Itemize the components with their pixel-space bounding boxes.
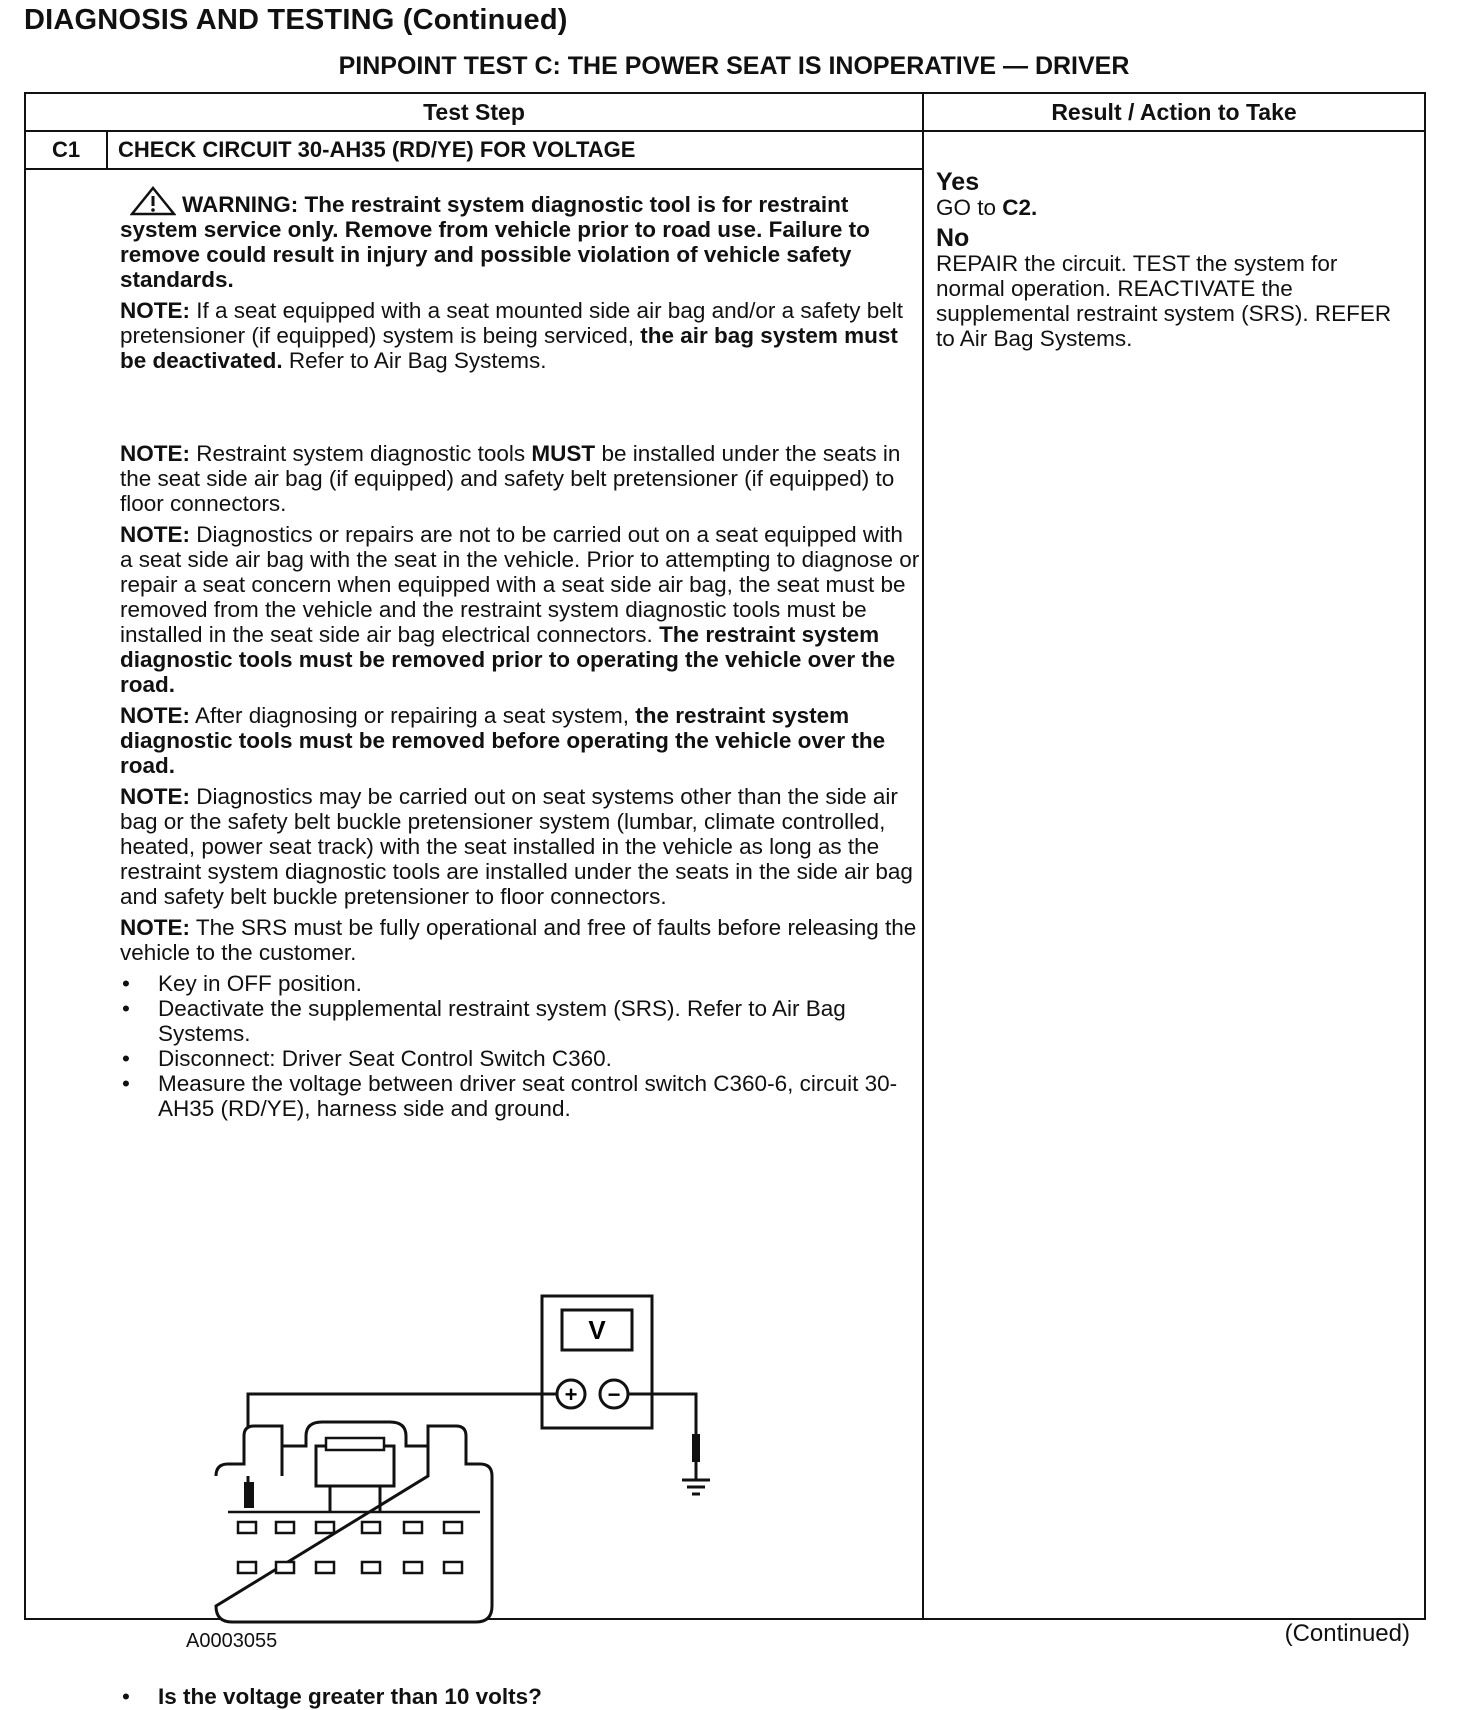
pin-cavity [276,1562,294,1573]
pin-cavity [362,1562,380,1573]
pin-cavity [316,1522,334,1533]
note-label: NOTE: [120,441,190,466]
note-1-text-c: Refer to Air Bag Systems. [288,348,547,373]
pin-cavity [316,1562,334,1573]
ground-probe [692,1434,700,1462]
result-no-label: No [936,224,970,252]
step-question: • Is the voltage greater than 10 volts? [120,1684,938,1710]
pinpoint-test-title: PINPOINT TEST C: THE POWER SEAT IS INOPERATIVE — DRIVER [338,52,1130,80]
warning-triangle-icon [130,186,176,216]
note-4-text-a: After diagnosing or repairing a seat system, [195,703,629,728]
column-divider [922,94,924,1618]
note-2-text-a: Restraint system diagnostic tools [196,441,526,466]
result-yes-label: Yes [936,168,980,196]
figure-id: A0003055 [186,1630,278,1652]
warning-text: WARNING: The restraint system diagnostic tool is for restraint system service only. Remove from vehicle prior to road use. Failure to remove could result in injury and possible violation of vehicle safety standards. [120,192,870,292]
test-step-body [120,186,920,1121]
list-item: • Key in OFF position. [120,971,920,996]
connector-voltmeter-diagram [166,1286,766,1646]
negative-terminal-label: − [607,1382,621,1407]
continued-label: (Continued) [1284,1620,1410,1647]
positive-terminal-label: + [564,1382,578,1407]
note-label: NOTE: [120,703,190,728]
result-yes-text [936,195,1406,220]
list-item: • Deactivate the supplemental restraint system (SRS). Refer to Air Bag Systems. [120,996,920,1046]
table-header-row [26,94,1424,132]
pin-cavity [404,1522,422,1533]
result-yes-link: C2. [1002,195,1038,220]
note-2 [120,441,920,516]
pin-cavity [444,1522,462,1533]
probe-tip [244,1482,254,1508]
note-label: NOTE: [120,522,190,547]
spacer [120,379,920,441]
note-1-text-a: If a seat equipped with a seat mounted side air bag and/or a safety belt pretensioner (if equipped) system is being serviced, [120,298,903,348]
warning-paragraph [120,186,920,292]
pin-cavity [238,1562,256,1573]
result-action-column [936,170,1406,357]
result-yes-text-a: GO to [936,195,997,220]
voltmeter-label: V [588,1315,606,1345]
step-title: CHECK CIRCUIT 30-AH35 (RD/YE) FOR VOLTAGE [118,137,636,162]
note-3-text-a: Diagnostics or repairs are not to be carried out on a seat equipped with a seat side air bag with the seat in the vehicle. Prior to attempting to diagnose or repair a seat concern when equipped with a seat side air bag, the seat must be removed from the vehicle and the restraint system diagnostic tools must be installed in the seat side air bag electrical connectors. [120,522,920,647]
step-id: C1 [26,132,108,168]
note-label: NOTE: [120,915,190,940]
pin-cavity [404,1562,422,1573]
note-4-text-b: the restraint system diagnostic tools must be removed before operating the vehicle over the road. [120,703,886,778]
note-6 [120,915,920,965]
pin-cavity [444,1562,462,1573]
list-item: • Measure the voltage between driver seat control switch C360-6, circuit 30-AH35 (RD/YE), harness side and ground. [120,1071,920,1121]
result-no-text: REPAIR the circuit. TEST the system for normal operation. REACTIVATE the supplemental restraint system (SRS). REFER to Air Bag Systems. [936,251,1392,351]
note-label: NOTE: [120,784,190,809]
note-6-text: The SRS must be fully operational and free of faults before releasing the vehicle to the customer. [120,915,917,965]
note-3 [120,522,920,697]
note-label: NOTE: [120,298,190,323]
pin-cavity [276,1522,294,1533]
note-5 [120,784,920,909]
note-1 [120,298,920,373]
note-1-text-b: the air bag system must be deactivated. [120,323,898,373]
step-row [26,132,922,170]
pin-cavity [238,1522,256,1533]
list-item: • Disconnect: Driver Seat Control Switch C360. [120,1046,920,1071]
note-2-text-b: MUST [531,441,596,466]
note-2-text-c: be installed under the seats in the seat side air bag (if equipped) and safety belt pretensioner (if equipped) to floor connectors. [120,441,901,516]
note-3-text-b: The restraint system diagnostic tools must be removed prior to operating the vehicle over the road. [120,622,896,697]
pin-cavity [362,1522,380,1533]
connector-latch [316,1446,394,1486]
column-header-result: Result / Action to Take [1051,99,1297,125]
note-4 [120,703,920,778]
column-header-test-step: Test Step [423,99,525,125]
note-5-text: Diagnostics may be carried out on seat systems other than the side air bag or the safety belt buckle pretensioner system (lumbar, climate controlled, heated, power seat track) with the seat installed in the vehicle as long as the restraint system diagnostic tools are installed under the seats in the side air bag and safety belt buckle pretensioner to floor connectors. [120,784,913,909]
page-title: DIAGNOSIS AND TESTING (Continued) [24,4,568,36]
step-bullet-list [120,971,920,1121]
